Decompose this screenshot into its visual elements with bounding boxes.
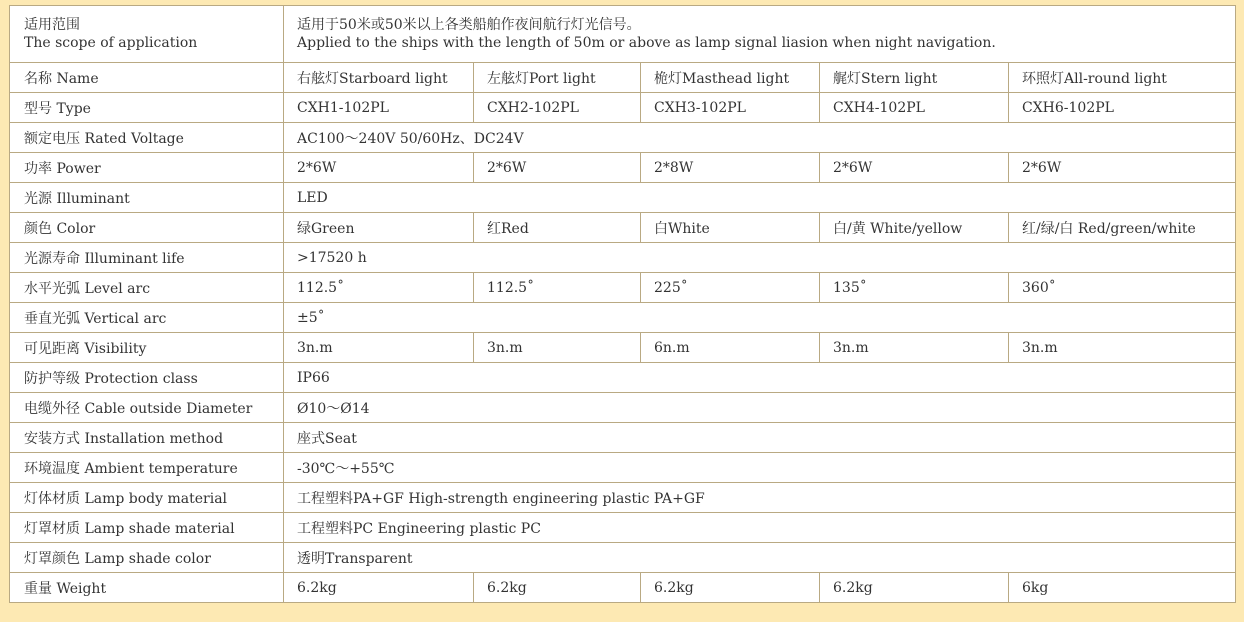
scope-value-cn: 适用于50米或50米以上各类船舶作夜间航行灯光信号。 <box>297 17 641 33</box>
row-value: 360˚ <box>1009 273 1236 303</box>
row-value: 3n.m <box>1009 333 1236 363</box>
table-row <box>10 573 1236 603</box>
row-label: 防护等级 Protection class <box>10 363 284 393</box>
row-value: 工程塑料PC Engineering plastic PC <box>284 513 1236 543</box>
spec-table <box>9 5 1236 603</box>
row-value: AC100～240V 50/60Hz、DC24V <box>284 123 1236 153</box>
row-value: 工程塑料PA+GF High-strength engineering plastic PA+GF <box>284 483 1236 513</box>
row-label: 灯罩材质 Lamp shade material <box>10 513 284 543</box>
row-label: 灯体材质 Lamp body material <box>10 483 284 513</box>
row-value: ±5˚ <box>284 303 1236 333</box>
table-row <box>10 393 1236 423</box>
row-value: 135˚ <box>820 273 1009 303</box>
row-label: 功率 Power <box>10 153 284 183</box>
table-row <box>10 543 1236 573</box>
row-value: 3n.m <box>820 333 1009 363</box>
row-value: 2*6W <box>284 153 474 183</box>
row-label: 型号 Type <box>10 93 284 123</box>
row-value: IP66 <box>284 363 1236 393</box>
table-row <box>10 183 1236 213</box>
row-value: 红Red <box>474 213 641 243</box>
scope-label-en: The scope of application <box>24 35 198 51</box>
row-value: 红/绿/白 Red/green/white <box>1009 213 1236 243</box>
row-value: 环照灯All-round light <box>1009 63 1236 93</box>
scope-label-cn: 适用范围 <box>24 17 80 33</box>
row-value: 6n.m <box>641 333 820 363</box>
row-label: 名称 Name <box>10 63 284 93</box>
row-value: 左舷灯Port light <box>474 63 641 93</box>
row-value: CXH4-102PL <box>820 93 1009 123</box>
row-value: CXH2-102PL <box>474 93 641 123</box>
table-row <box>10 333 1236 363</box>
row-value: 3n.m <box>284 333 474 363</box>
row-label: 重量 Weight <box>10 573 284 603</box>
row-value: 225˚ <box>641 273 820 303</box>
table-row <box>10 483 1236 513</box>
row-value: 座式Seat <box>284 423 1236 453</box>
row-value: 桅灯Masthead light <box>641 63 820 93</box>
row-value: 2*6W <box>474 153 641 183</box>
row-label: 电缆外径 Cable outside Diameter <box>10 393 284 423</box>
row-value: 艉灯Stern light <box>820 63 1009 93</box>
row-value: 2*8W <box>641 153 820 183</box>
row-value: 3n.m <box>474 333 641 363</box>
table-row <box>10 63 1236 93</box>
table-row <box>10 423 1236 453</box>
table-row <box>10 513 1236 543</box>
row-value: 2*6W <box>820 153 1009 183</box>
row-value: >17520 h <box>284 243 1236 273</box>
table-row <box>10 123 1236 153</box>
row-value: 白White <box>641 213 820 243</box>
row-value: 透明Transparent <box>284 543 1236 573</box>
table-row <box>10 153 1236 183</box>
scope-row <box>10 6 1236 63</box>
scope-value <box>284 6 1236 63</box>
row-value: LED <box>284 183 1236 213</box>
row-label: 安装方式 Installation method <box>10 423 284 453</box>
table-row <box>10 363 1236 393</box>
row-value: 右舷灯Starboard light <box>284 63 474 93</box>
row-label: 灯罩颜色 Lamp shade color <box>10 543 284 573</box>
row-label: 水平光弧 Level arc <box>10 273 284 303</box>
row-label: 可见距离 Visibility <box>10 333 284 363</box>
row-value: 6kg <box>1009 573 1236 603</box>
row-value: 6.2kg <box>474 573 641 603</box>
row-value: CXH1-102PL <box>284 93 474 123</box>
row-value: 绿Green <box>284 213 474 243</box>
table-row <box>10 243 1236 273</box>
row-label: 垂直光弧 Vertical arc <box>10 303 284 333</box>
row-value: 6.2kg <box>284 573 474 603</box>
row-value: 112.5˚ <box>284 273 474 303</box>
row-value: 112.5˚ <box>474 273 641 303</box>
row-value: 6.2kg <box>641 573 820 603</box>
row-value: 白/黄 White/yellow <box>820 213 1009 243</box>
table-row <box>10 273 1236 303</box>
row-label: 环境温度 Ambient temperature <box>10 453 284 483</box>
row-label: 光源寿命 Illuminant life <box>10 243 284 273</box>
scope-label <box>10 6 284 63</box>
table-row <box>10 93 1236 123</box>
row-label: 颜色 Color <box>10 213 284 243</box>
table-row <box>10 453 1236 483</box>
row-value: 6.2kg <box>820 573 1009 603</box>
table-row <box>10 303 1236 333</box>
row-value: CXH6-102PL <box>1009 93 1236 123</box>
row-value: -30℃～+55℃ <box>284 453 1236 483</box>
table-row <box>10 213 1236 243</box>
row-value: 2*6W <box>1009 153 1236 183</box>
row-label: 光源 Illuminant <box>10 183 284 213</box>
row-label: 额定电压 Rated Voltage <box>10 123 284 153</box>
row-value: Ø10～Ø14 <box>284 393 1236 423</box>
scope-value-en: Applied to the ships with the length of 50m or above as lamp signal liasion when night navigation. <box>297 35 996 51</box>
spec-table-body <box>10 6 1236 603</box>
row-value: CXH3-102PL <box>641 93 820 123</box>
